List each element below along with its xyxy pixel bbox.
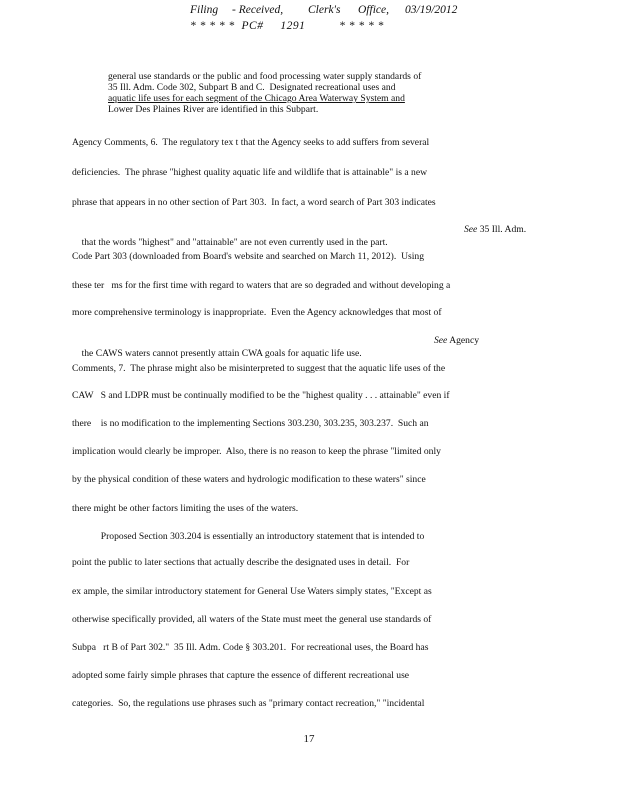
body-line: otherwise specifically provided, all waters of the State must meet the general use standards of (72, 614, 432, 625)
office-label: Office, (358, 4, 389, 16)
body-line: Comments, 7. The phrase might also be misinterpreted to suggest that the aquatic life uses of the (72, 363, 446, 374)
see-signal: See (464, 224, 478, 235)
body-line-with-citation (72, 334, 542, 359)
body-line-with-citation (72, 223, 542, 248)
body-line: phrase that appears in no other section of Part 303. In fact, a word search of Part 303 indicates (72, 197, 436, 208)
body-line: Proposed Section 303.204 is essentially an introductory statement that is intended to (72, 531, 425, 542)
quote-line: 35 Ill. Adm. Code 302, Subpart B and C. Designated recreational uses and (108, 82, 396, 93)
quote-line: general use standards or the public and food processing water supply standards of (108, 71, 422, 82)
body-line: Subpa rt B of Part 302." 35 Ill. Adm. Code § 303.201. For recreational uses, the Board has (72, 642, 429, 653)
body-line-text: that the words "highest" and "attainable" are not even currently used in the part. (81, 237, 388, 248)
citation-text: Agency (447, 335, 480, 346)
body-line-text: the CAWS waters cannot presently attain CWA goals for aquatic life use. (81, 348, 362, 359)
see-citation (434, 334, 479, 347)
citation-text: 35 Ill. Adm. (477, 224, 527, 235)
body-line: there might be other factors limiting the uses of the waters. (72, 503, 299, 514)
filing-date: 03/19/2012 (405, 4, 458, 16)
body-line: categories. So, the regulations use phrases such as "primary contact recreation," "incidental (72, 698, 425, 709)
body-line: Agency Comments, 6. The regulatory tex t that the Agency seeks to add suffers from several (72, 137, 430, 148)
received-label: - Received, (232, 4, 284, 16)
body-line: these ter ms for the first time with regard to waters that are so degraded and without developing a (72, 280, 451, 291)
body-line: deficiencies. The phrase "highest quality aquatic life and wildlife that is attainable" is a new (72, 167, 428, 178)
body-line: Code Part 303 (downloaded from Board's website and searched on March 11, 2012). Using (72, 251, 424, 262)
see-citation (464, 223, 526, 236)
clerks-label: Clerk's (308, 4, 341, 16)
block-quote (108, 71, 438, 115)
filing-label: Filing (190, 4, 219, 16)
body-line: adopted some fairly simple phrases that capture the essence of different recreational use (72, 670, 410, 681)
body-line: ex ample, the similar introductory statement for General Use Waters simply states, "Except as (72, 586, 432, 597)
body-line: there is no modification to the implementing Sections 303.230, 303.235, 303.237. Such an (72, 418, 429, 429)
body-line: implication would clearly be improper. Also, there is no reason to keep the phrase "limited only (72, 446, 441, 457)
quote-line: aquatic life uses for each segment of the Chicago Area Waterway System and (108, 93, 405, 104)
pc-number-line: * * * * * PC# 1291 * * * * * (190, 20, 384, 32)
body-line: CAW S and LDPR must be continually modified to be the "highest quality . . . attainable" even if (72, 390, 450, 401)
see-signal: See (434, 335, 448, 346)
quote-line: Lower Des Plaines River are identified in this Subpart. (108, 104, 319, 115)
page-number: 17 (303, 733, 315, 745)
body-line: point the public to later sections that actually describe the designated uses in detail. For (72, 557, 410, 568)
body-line: by the physical condition of these waters and hydrologic modification to these waters" since (72, 474, 426, 485)
body-line: more comprehensive terminology is inappropriate. Even the Agency acknowledges that most of (72, 307, 442, 318)
